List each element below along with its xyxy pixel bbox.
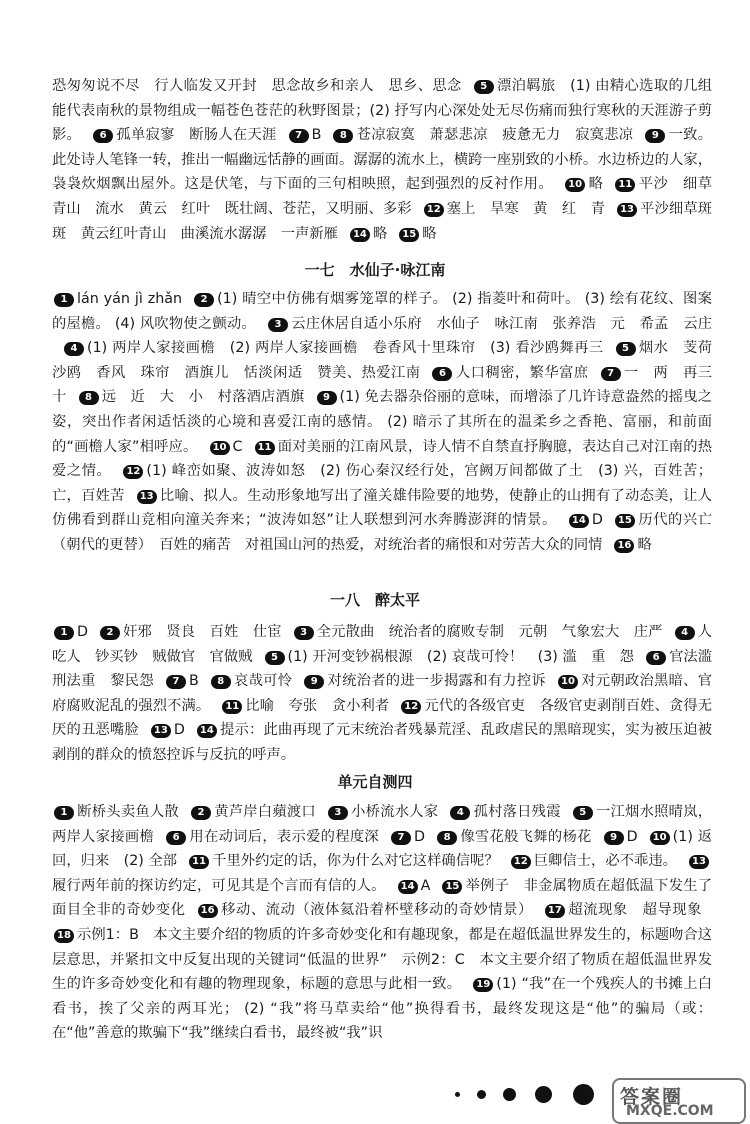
answer-text: 孤村落日残霞: [473, 804, 561, 820]
question-number-badge: 19: [473, 978, 493, 992]
answer-text: 超流现象 超导现象: [567, 902, 702, 919]
question-number-badge: 15: [399, 228, 419, 242]
answer-text: (1) 晴空中仿佛有烟雾笼罩的样子。 (2) 指菱叶和荷叶。 (3) 绘有花纹、图案的屋檐。 (4) 风吹物使之颤动。: [52, 291, 712, 332]
question-number-badge: 7: [166, 675, 186, 689]
question-number-badge: 3: [294, 626, 314, 640]
answer-text: 像雪花般飞舞的杨花: [460, 828, 592, 845]
answer-text: 略: [422, 225, 437, 242]
answer-text: D: [626, 828, 638, 845]
answer-text: 恐匆匆说不尽 行人临发又开封 思念故乡和亲人 思乡、思念: [52, 78, 462, 94]
question-number-badge: 12: [401, 700, 421, 714]
question-number-badge: 2: [191, 806, 211, 820]
question-number-badge: 10: [558, 675, 578, 689]
answer-text: 历代的兴亡（朝代的更替） 百姓的痛苦 对祖国山河的热爱，对统治者的痛恨和对劳苦大众的同情: [52, 512, 713, 553]
question-number-badge: 8: [437, 831, 457, 845]
question-number-badge: 2: [100, 626, 120, 640]
answer-block-unit-test: [52, 800, 712, 1046]
question-number-badge: 14: [398, 880, 418, 894]
answer-text: 元代的各级官吏 各级官吏剥削百姓、贪得无厌的丑恶嘴脸: [52, 697, 713, 739]
answer-text: (1) “我”在一个残疾人的书摊上白看书，挨了父亲的两耳光； (2) “我”将马草卖给“他”换得看书，最终发现这是“他”的骗局（或：在“他”善意的欺骗下“我”继续白看书，最终被“我”识: [52, 976, 713, 1042]
answer-text: (1) 开河变钞祸根源 (2) 哀哉可怜！ (3) 滥 重 怨: [287, 648, 635, 665]
answer-text: 苍凉寂寞 萧瑟悲凉 疲惫无力 寂寞悲凉: [356, 127, 634, 144]
answer-text: 对元朝政治黑暗、官府腐败泥乱的强烈不满。: [52, 673, 713, 714]
question-number-badge: 13: [137, 490, 157, 504]
answer-text: (1) 免去器杂俗丽的意味，而增添了几许诗意盎然的摇曳之姿，突出作者闲适恬淡的心境和喜爱江南的感情。 (2) 暗示了其所在的温柔乡之香艳、富丽，和前面的“画檐人家”相呼应。: [52, 389, 713, 455]
question-number-badge: 8: [211, 675, 231, 689]
answer-text: 塞上 旱寒 黄 红 青: [446, 200, 606, 217]
answer-text: 平沙细草斑斑 黄云红叶青山 曲溪流水潺潺 一声新雁: [52, 200, 713, 242]
dot: [535, 1086, 552, 1103]
question-number-badge: 1: [54, 626, 74, 640]
answer-text: A: [420, 877, 431, 894]
question-number-badge: 1: [54, 806, 74, 820]
question-number-badge: 1: [54, 293, 74, 307]
dot: [573, 1084, 594, 1105]
answer-text: 略: [637, 536, 652, 553]
answer-text: lán yán jì zhǎn: [77, 291, 183, 307]
answer-text: 比喻 夸张 贪小利者: [245, 697, 390, 714]
answer-text: 略: [372, 225, 388, 242]
answer-text: D: [414, 828, 426, 845]
question-number-badge: 17: [545, 904, 565, 918]
question-number-badge: 6: [93, 129, 113, 143]
dot: [503, 1088, 516, 1101]
question-number-badge: 15: [615, 514, 635, 528]
answer-text: 烟水 芰荷 沙鸥 香风 珠帘 酒旗儿 恬淡闲适 赞美、热爱江南: [52, 340, 727, 381]
answer-text: 一江烟水照晴岚，两岸人家接画檐: [52, 804, 712, 845]
question-number-badge: 9: [645, 129, 665, 143]
question-number-badge: 12: [424, 203, 444, 217]
question-number-badge: 9: [317, 391, 337, 405]
answer-text: 对统治者的进一步揭露和有力控诉: [327, 673, 546, 690]
question-number-badge: 16: [198, 904, 218, 918]
answer-text: 孤单寂寥 断肠人在天涯: [116, 127, 277, 144]
answer-text: 奸邪 贤良 百姓 仕宦: [123, 624, 282, 640]
question-number-badge: 11: [222, 700, 242, 714]
question-number-badge: 2: [194, 293, 214, 307]
question-number-badge: 16: [614, 539, 634, 553]
answer-text: 一致。此处诗人笔锋一转，推出一幅幽远恬静的画面。潺潺的流水上，横跨一座别致的小桥。水边桥边的人家，袅袅炊烟飘出屋外。这是伏笔，与下面的三句相映照，起到强烈的反衬作用。: [52, 127, 713, 193]
section-title-17: 一七 水仙子·咏江南: [304, 261, 446, 279]
answer-text: 哀哉可怜: [233, 673, 293, 690]
question-number-badge: 7: [289, 129, 309, 143]
answer-text: 小桥流水人家: [350, 804, 439, 820]
question-number-badge: 5: [573, 806, 593, 820]
question-number-badge: 6: [166, 831, 186, 845]
question-number-badge: 10: [650, 831, 670, 845]
watermark-text: 答案圈: [620, 1086, 684, 1108]
question-number-badge: 15: [442, 880, 462, 894]
question-number-badge: 7: [391, 831, 411, 845]
answer-text: (1) 峰峦如聚、波涛如怒 (2) 伤心秦汉经行处，宫阙万间都做了土 (3) 兴，百姓苦；亡，百姓苦: [52, 463, 712, 504]
answer-text: 巨卿信士，必不乖违。: [533, 853, 678, 870]
answer-text: 漂泊羁旅 (1) 由精心选取的几组能代表南秋的景物组成一幅苍色苍茫的秋野图景；(2) 抒写内心深处处无尽伤痛而独行寒秋的天涯游子剪影。: [52, 78, 713, 144]
question-number-badge: 11: [615, 178, 635, 192]
dot: [477, 1090, 486, 1099]
answer-text: 断桥头卖鱼人散: [77, 804, 179, 820]
question-number-badge: 4: [675, 626, 695, 640]
answer-text: (1) 返回，归来 (2) 全部: [52, 828, 713, 870]
question-number-badge: 5: [265, 651, 285, 665]
question-number-badge: 6: [432, 367, 452, 381]
section-title-unit-test: 单元自测四: [337, 773, 413, 791]
answer-text: 一 两 再三 十: [52, 364, 727, 406]
dot: [455, 1092, 460, 1097]
question-number-badge: 7: [601, 367, 621, 381]
answer-text: 提示：此曲再现了元末统治者残暴荒淫、乱政虐民的黑暗现实，实为被压迫被剥削的群众的愤怒控诉与反抗的呼声。: [52, 722, 713, 763]
question-number-badge: 5: [474, 80, 494, 94]
question-number-badge: 9: [304, 675, 324, 689]
question-number-badge: 8: [333, 129, 353, 143]
question-number-badge: 4: [64, 342, 84, 356]
question-number-badge: 13: [151, 724, 171, 738]
question-number-badge: 13: [617, 203, 637, 217]
section-title-18: 一八 醉太平: [329, 591, 420, 609]
question-number-badge: 9: [604, 831, 624, 845]
question-number-badge: 14: [197, 724, 217, 738]
answer-text: B: [311, 127, 322, 144]
answer-text: 移动、流动（液体氦沿着杯壁移动的奇妙情景）: [220, 902, 533, 919]
answer-text: 面对美丽的江南风景，诗人情不自禁直抒胸臆，表达自己对江南的热爱之情。: [52, 438, 712, 480]
answer-text: 远 近 大 小 村落酒店酒旗: [101, 389, 305, 406]
question-number-badge: 18: [54, 929, 74, 943]
answer-text: 平沙 细草 青山 流水 黄云 红叶 既壮阔、苍茫，又明丽、多彩: [52, 176, 727, 217]
answer-text: C: [232, 438, 243, 455]
answer-text: 黄芦岸白蘋渡口: [213, 804, 316, 820]
answer-text: 千里外约定的话，你为什么对它这样确信呢？: [212, 853, 499, 870]
answer-text: 全元散曲 统治者的腐败专制 元朝 气象宏大 庄严: [316, 624, 663, 640]
answer-text: 人口稠密，繁华富庶: [455, 364, 589, 381]
answer-block-18: [52, 620, 727, 768]
question-number-badge: 5: [616, 342, 636, 356]
question-number-badge: 8: [79, 391, 99, 405]
answer-text: (1) 两岸人家接画檐 (2) 两岸人家接画檐 卷香风十里珠帘 (3) 看沙鸥舞再三: [87, 340, 604, 357]
answer-text: 举例子 非金属物质在超低温下发生了面目全非的奇妙变化: [52, 877, 712, 919]
question-number-badge: 13: [689, 855, 709, 869]
watermark-url: MXQE.COM: [626, 1103, 714, 1119]
question-number-badge: 14: [569, 514, 589, 528]
question-number-badge: 6: [646, 651, 666, 665]
question-number-badge: 3: [268, 318, 288, 332]
answer-text: 官法滥 刑法重 黎民怨: [52, 648, 727, 690]
answer-text: 人吃人 钞买钞 贼做官 官做贼: [52, 624, 713, 665]
question-number-badge: 12: [511, 855, 531, 869]
answer-text: 示例1：B 本文主要介绍的物质的许多奇妙变化和有趣现象，都是在超低温世界发生的，标题吻合这层意思，并紧扣文中反复出现的关键词“低温的世界” 示例2：C 本文主要介绍了物质在超低温世界发生的许多奇妙变化和有趣的物理现象，标题的意思与此相一致。: [52, 926, 712, 993]
answer-text: D: [77, 624, 89, 640]
answer-block-top: [52, 74, 727, 246]
watermark-logo: [612, 1078, 746, 1124]
question-number-badge: 14: [350, 228, 370, 242]
question-number-badge: 3: [328, 806, 348, 820]
question-number-badge: 4: [450, 806, 470, 820]
question-number-badge: 10: [210, 441, 230, 455]
question-number-badge: 12: [123, 465, 143, 479]
answer-text: 云庄休居自适小乐府 水仙子 咏江南 张养浩 元 希孟 云庄: [291, 315, 713, 332]
answer-text: D: [591, 512, 603, 529]
question-number-badge: 11: [255, 441, 275, 455]
question-number-badge: 11: [189, 855, 209, 869]
answer-text: D: [173, 722, 185, 739]
answer-block-17: [52, 287, 727, 558]
answer-text: 略: [588, 176, 604, 193]
question-number-badge: 10: [565, 178, 585, 192]
answer-text: 用在动词后，表示爱的程度深: [189, 828, 380, 845]
answer-text: 履行两年前的探访约定，可见其是个言而有信的人。: [52, 877, 386, 894]
answer-text: 比喻、拟人。生动形象地写出了潼关雄伟险要的地势，使静止的山拥有了动态美，让人仿佛看到群山竞相向潼关奔来；“波涛如怒”让人联想到河水奔腾澎湃的情景。: [52, 487, 713, 529]
answer-text: B: [188, 673, 199, 690]
